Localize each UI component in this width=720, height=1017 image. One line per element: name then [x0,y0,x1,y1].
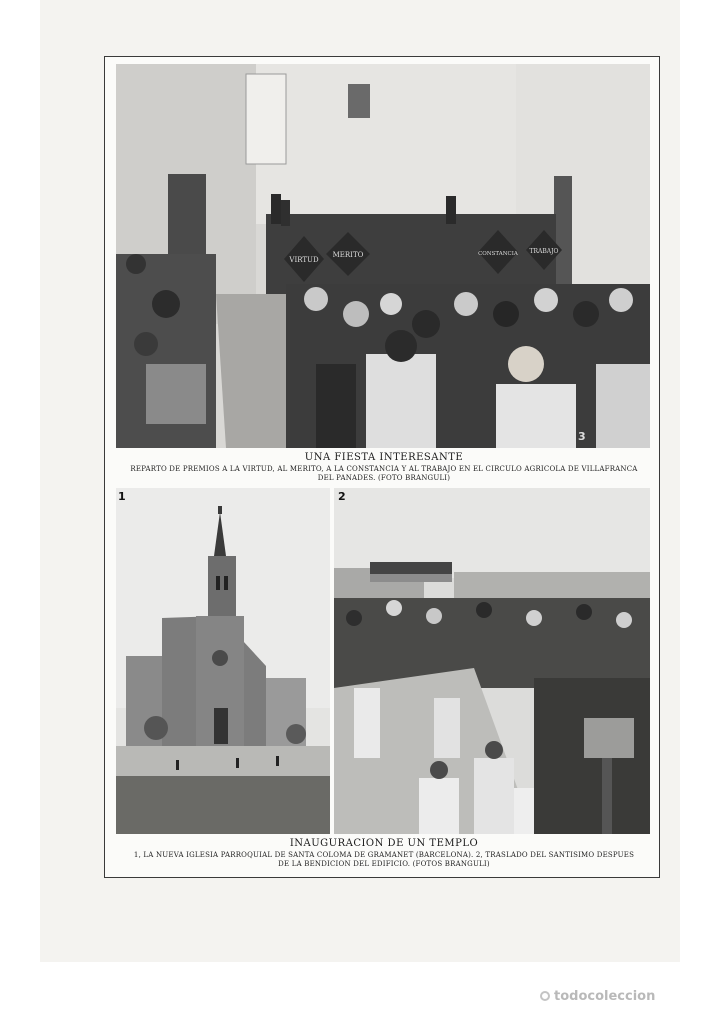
banner-trabajo: TRABAJO [529,248,559,255]
photo-number-1: 1 [118,490,126,503]
article-title-templo: INAUGURACION DE UN TEMPLO [289,838,479,849]
photo-procession [334,488,650,834]
caption-fiesta-line1: REPARTO DE PREMIOS A LA VIRTUD, AL MERITO, A LA CONSTANCIA Y AL TRABAJO EN EL CIRCULO AGRICOLA DE VILLAFRANCA [130,465,638,473]
banner-merito: MERITO [332,251,364,259]
photo-church [116,488,330,834]
caption-fiesta-line2: DEL PANADES. (FOTO BRANGULI) [317,474,451,482]
caption-templo-line1: 1, LA NUEVA IGLESIA PARROQUIAL DE SANTA COLOMA DE GRAMANET (BARCELONA). 2, TRASLADO DEL SANTISIMO DESPUES [133,851,635,859]
caption-templo-line2: DE LA BENDICION DEL EDIFICIO. (FOTOS BRANGULI) [278,860,490,868]
photo-number-3: 3 [578,430,586,443]
watermark-circle-icon [540,991,550,1001]
photo-number-2: 2 [338,490,346,503]
banner-constancia: CONSTANCIA [478,251,518,257]
banner-virtud: VIRTUD [289,256,319,264]
photo-award-ceremony [116,64,650,448]
article-title-fiesta: UNA FIESTA INTERESANTE [304,452,464,463]
watermark [540,984,710,1008]
watermark-text: todocoleccion [554,988,656,1004]
